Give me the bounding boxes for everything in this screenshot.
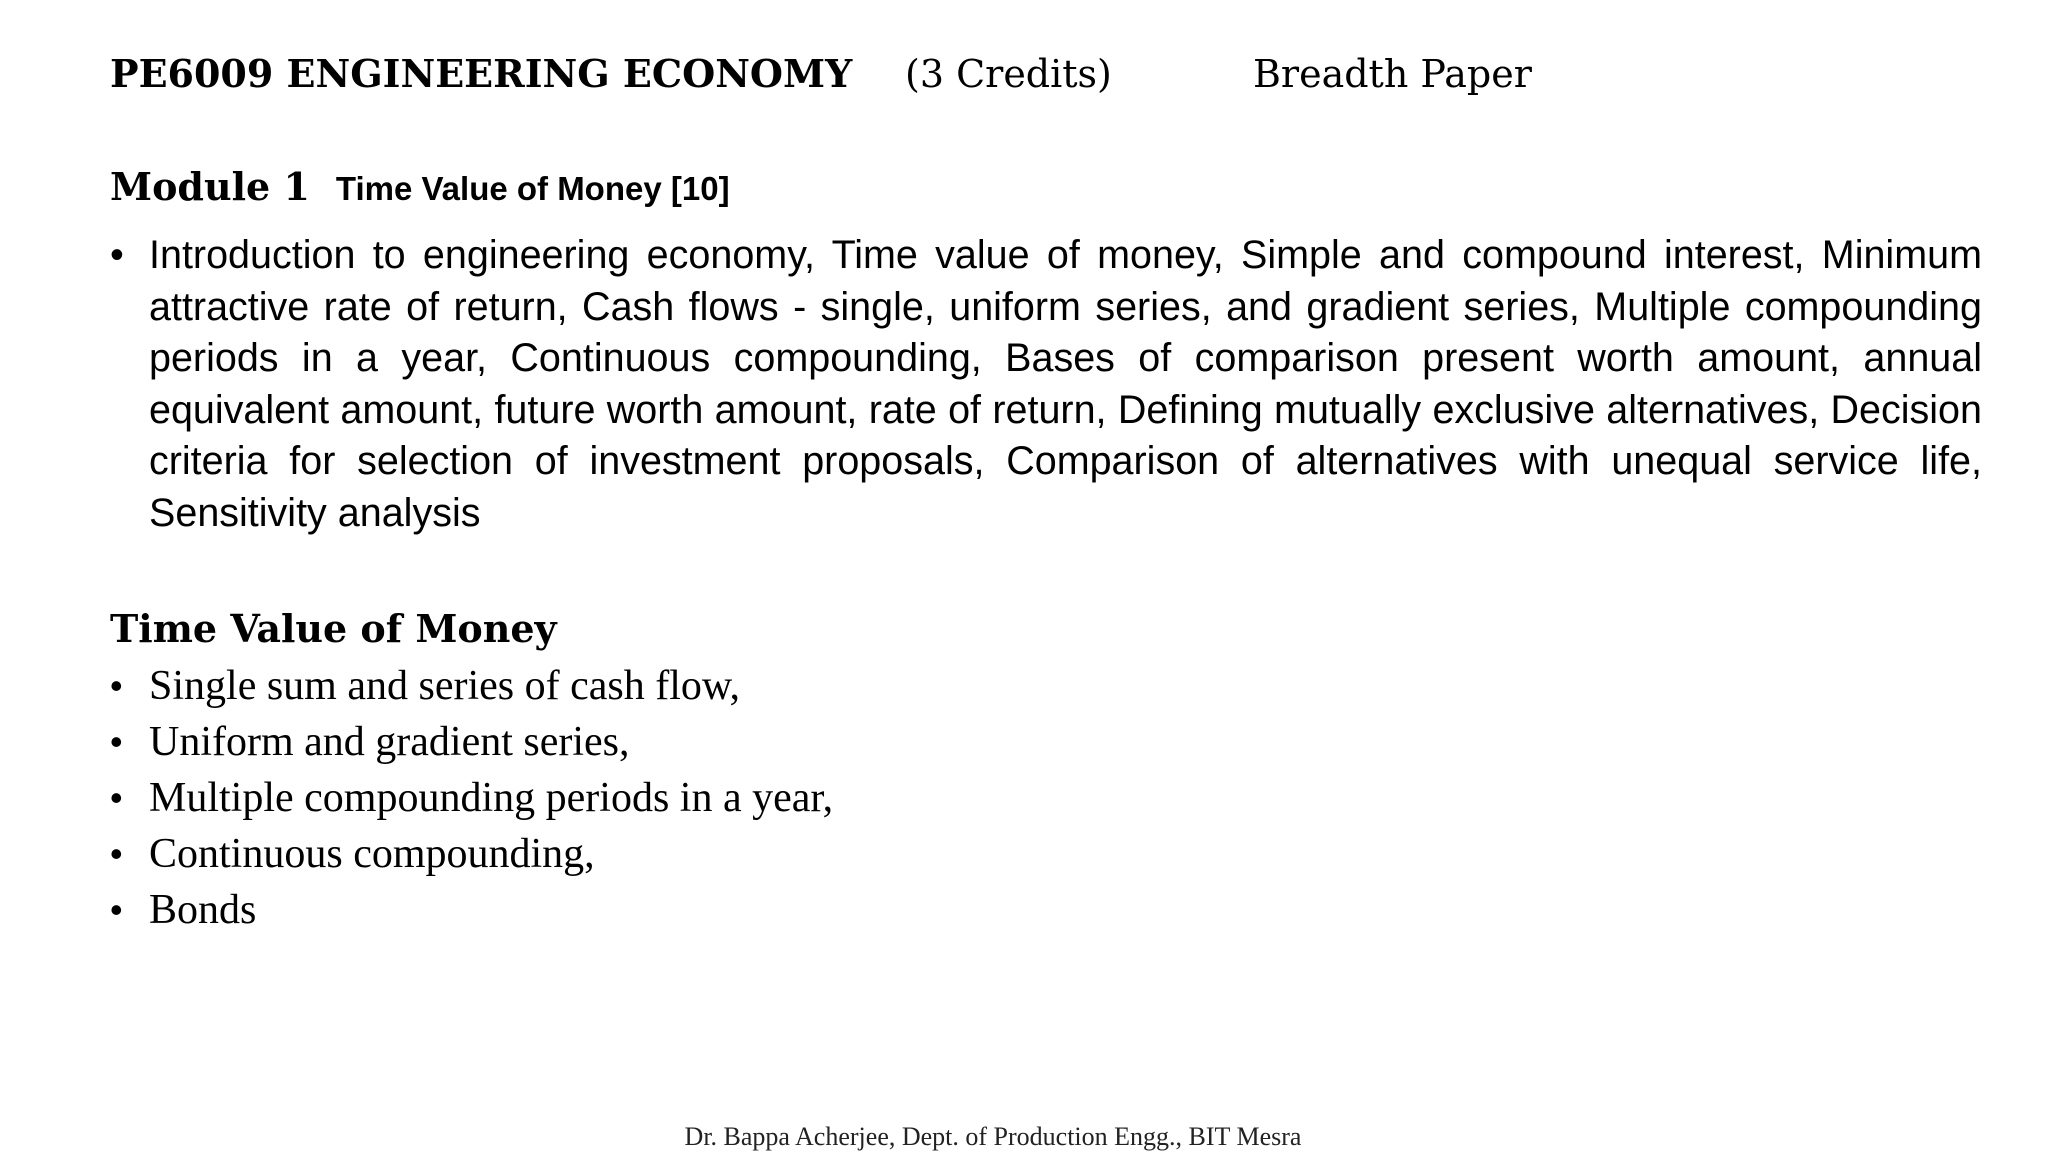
bullet-icon: • (110, 721, 123, 762)
list-item (110, 658, 833, 714)
module-label: Module 1 (110, 164, 310, 209)
footer-credit: Dr. Bappa Acherjee, Dept. of Production Engg., BIT Mesra (684, 1122, 1302, 1151)
module-description-block (110, 230, 1982, 540)
list-item (110, 882, 833, 938)
list-item-text: Multiple compounding periods in a year, (149, 775, 834, 821)
bullet-icon: • (110, 833, 123, 874)
tvm-list (110, 658, 833, 938)
bullet-icon: • (110, 777, 123, 818)
list-item-text: Continuous compounding, (149, 831, 595, 877)
bullet-icon: • (110, 233, 124, 277)
bullet-icon: • (110, 889, 123, 930)
module-title: Time Value of Money [10] (335, 170, 730, 207)
course-code-title: PE6009 ENGINEERING ECONOMY (110, 51, 853, 96)
tvm-heading: Time Value of Money (110, 606, 557, 651)
course-paper-type: Breadth Paper (1253, 52, 1532, 96)
list-item-text: Uniform and gradient series, (149, 719, 630, 765)
course-header (110, 46, 1710, 102)
module-heading (110, 162, 730, 212)
list-item (110, 826, 833, 882)
module-description: Introduction to engineering economy, Time value of money, Simple and compound interest, Minimum attractive rate of return, Cash flows - single, uniform series, and gradient series, Multiple compounding periods in a year, Continuous compounding, Bases of comparison present worth amount, annual equivalent amount, future worth amount, rate of return, Defining mutually exclusive alternatives, Decision criteria for selection of investment proposals, Comparison of alternatives with unequal service life, Sensitivity analysis (149, 233, 1982, 535)
course-credits: (3 Credits) (905, 52, 1112, 96)
list-item-text: Single sum and series of cash flow, (149, 663, 740, 709)
list-item-text: Bonds (149, 887, 257, 933)
list-item (110, 714, 833, 770)
bullet-icon: • (110, 665, 123, 706)
list-item (110, 770, 833, 826)
